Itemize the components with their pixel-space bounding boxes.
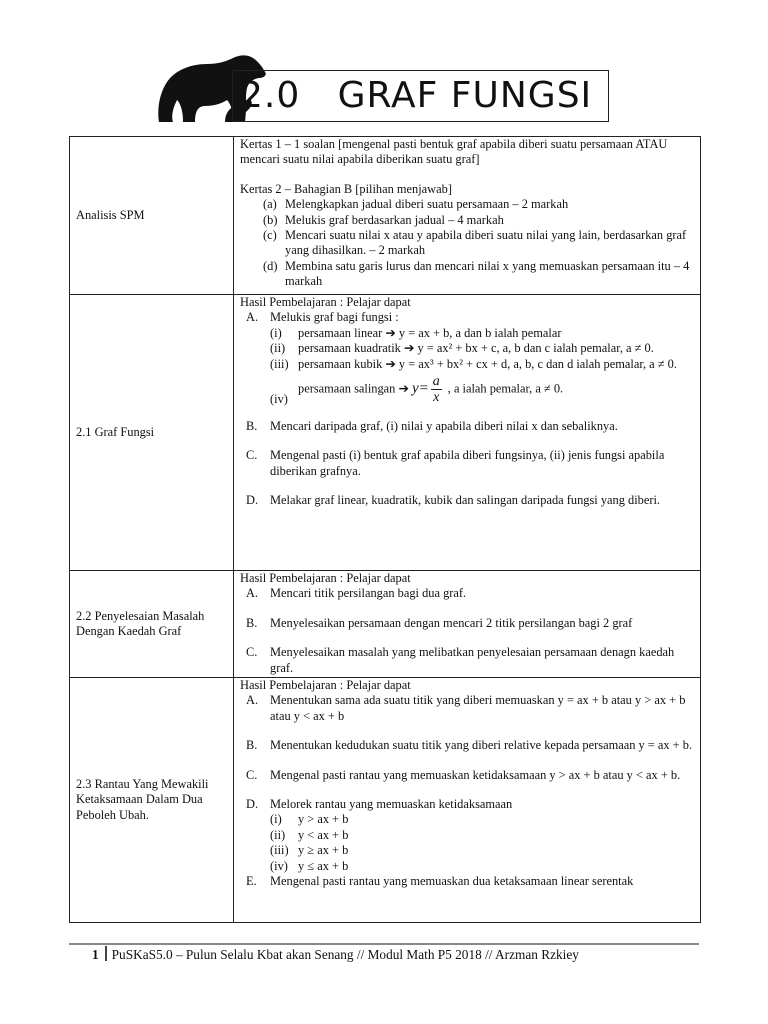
footer-text: PuSKaS5.0 – Pulun Selalu Kbat akan Senang // Modul Math P5 2018 // Arzman Rzkiey bbox=[111, 947, 579, 962]
list-item: B. Menyelesaikan persamaan dengan mencari 2 titik persilangan bagi 2 graf bbox=[246, 615, 633, 630]
syllabus-table bbox=[69, 136, 701, 923]
page-title: 2.0 GRAF FUNGSI bbox=[240, 75, 593, 116]
row-label: 2.3 Rantau Yang Mewakili Ketaksamaan Dalam Dua Peboleh Ubah. bbox=[70, 678, 234, 923]
list-item: (i) y > ax + b bbox=[270, 812, 349, 827]
list-item: (ii) y < ax + b bbox=[270, 827, 349, 842]
table-row bbox=[70, 295, 701, 571]
list-item: D. Melorek rantau yang memuaskan ketidaksamaan bbox=[246, 797, 513, 812]
row-content bbox=[234, 678, 701, 923]
row-content bbox=[234, 295, 701, 571]
footer bbox=[92, 946, 579, 964]
table-row bbox=[70, 678, 701, 923]
list-item: D. Melakar graf linear, kuadratik, kubik dan salingan daripada fungsi yang diberi. bbox=[246, 493, 661, 508]
fraction: $\frac{a}{x}$ bbox=[432, 374, 440, 406]
kertas2-text: Kertas 2 – Bahagian B [pilihan menjawab] bbox=[240, 181, 452, 196]
list-item: A. Melukis graf bagi fungsi : bbox=[246, 310, 399, 325]
list-item: B. Menentukan kedudukan suatu titik yang diberi relative kepada persamaan y = ax + b. bbox=[246, 738, 693, 753]
list-item: A. Mencari titik persilangan bagi dua graf. bbox=[246, 586, 467, 601]
footer-divider bbox=[69, 943, 699, 945]
row-content bbox=[234, 571, 701, 678]
list-item: (ii) persamaan kuadratik ➔ y = ax² + bx + c, a, b dan c ialah pemalar, a ≠ 0. bbox=[270, 341, 654, 356]
list-item: A. Menentukan sama ada suatu titik yang diberi memuaskan y = ax + b atau y > ax + b atau y < ax + b bbox=[246, 693, 686, 723]
equation-lhs: y= bbox=[411, 380, 429, 397]
kertas1-text: Kertas 1 – 1 soalan [mengenal pasti bentuk graf apabila diberi suatu persamaan ATAU mencari suatu nilai apabila diberikan suatu graf] bbox=[240, 137, 668, 167]
list-item: C. Mengenal pasti rantau yang memuaskan ketidaksamaan y > ax + b atau y < ax + b. bbox=[246, 767, 681, 782]
outcome-heading: Hasil Pembelajaran : Pelajar dapat bbox=[240, 295, 411, 309]
list-item: (iii) y ≥ ax + b bbox=[270, 843, 349, 858]
list-item: (iv) persamaan salingan ➔ y= $\frac{a}{x}$ , a ialah pemalar, a ≠ 0. bbox=[270, 374, 564, 407]
list-item: (iv) y ≤ ax + b bbox=[270, 858, 349, 873]
table-row bbox=[70, 137, 701, 295]
list-item: (d) Membina satu garis lurus dan mencari nilai x yang memuaskan persamaan itu – 4 markah bbox=[263, 258, 690, 289]
list-item: (i) persamaan linear ➔ y = ax + b, a dan b ialah pemalar bbox=[270, 325, 562, 340]
outcome-heading: Hasil Pembelajaran : Pelajar dapat bbox=[240, 571, 411, 585]
list-item: E. Mengenal pasti rantau yang memuaskan dua ketaksamaan linear serentak bbox=[246, 874, 634, 889]
outcome-heading: Hasil Pembelajaran : Pelajar dapat bbox=[240, 678, 411, 692]
list-item: (iii) persamaan kubik ➔ y = ax³ + bx² + cx + d, a, b, c dan d ialah pemalar, a ≠ 0. bbox=[270, 356, 677, 371]
table-row bbox=[70, 571, 701, 678]
list-item: (b) Melukis graf berdasarkan jadual – 4 markah bbox=[263, 212, 504, 227]
row-label: Analisis SPM bbox=[70, 137, 234, 295]
list-item: B. Mencari daripada graf, (i) nilai y apabila diberi nilai x dan sebaliknya. bbox=[246, 419, 618, 434]
list-item: C. Mengenal pasti (i) bentuk graf apabila diberi fungsinya, (ii) jenis fungsi apabila diberikan grafnya. bbox=[246, 448, 665, 478]
row-label: 2.2 Penyelesaian Masalah Dengan Kaedah Graf bbox=[70, 571, 234, 678]
row-content bbox=[234, 137, 701, 295]
list-item: C. Menyelesaikan masalah yang melibatkan penyelesaian persamaan denagn kaedah graf. bbox=[246, 645, 675, 675]
list-item: (c) Mencari suatu nilai x atau y apabila diberi suatu nilai yang lain, berdasarkan graf yang dihasilkan. – 2 markah bbox=[263, 228, 687, 258]
row-label: 2.1 Graf Fungsi bbox=[70, 295, 234, 571]
list-item: (a) Melengkapkan jadual diberi suatu persamaan – 2 markah bbox=[263, 197, 569, 212]
page-number: 1 bbox=[92, 947, 99, 962]
